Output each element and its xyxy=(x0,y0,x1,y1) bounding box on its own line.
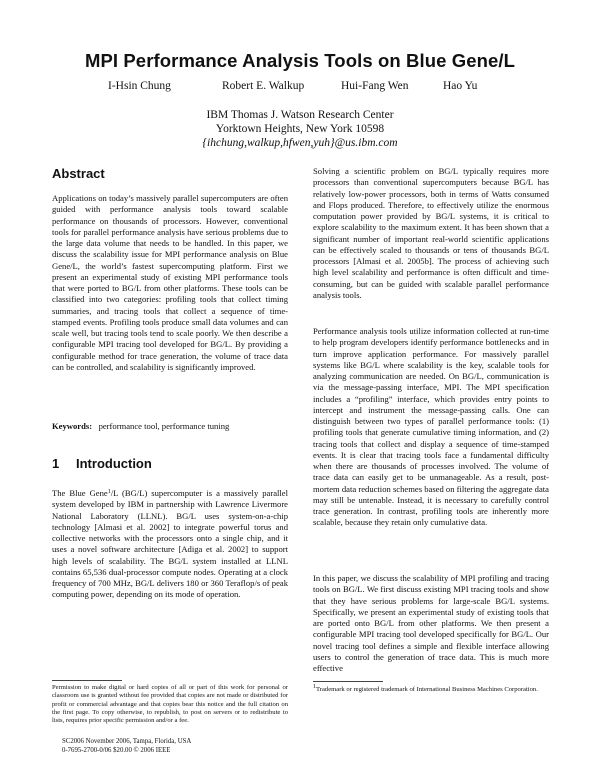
author-list xyxy=(0,80,600,96)
footnote-marker: 1 xyxy=(313,684,316,690)
abstract-text: Applications on today’s massively parallel supercomputers are often guided with performance analysis tools toward scalable performance on thousands of processors. However, conventional tools for parallel performance analysis have serious problems due to the large data volume that needs to be handled. In this paper, we discuss the scalability issue for MPI performance analysis on Blue Gene/L, the world’s fastest supercomputing platform. First we present an experimental study of existing MPI performance tools that were ported to BG/L from other platforms. These tools can be classified into two categories: profiling tools that collect timing summaries, and tracing tools that collect a sequence of time-stamped events. Profiling tools produce small data volumes and can scale well, but tracing tools tend to scale poorly. We then describe a configurable MPI tracing tool developed for BG/L. By providing a configurable method for trace generation, the volume of trace data can be controlled, and scalability is significantly improved. xyxy=(52,193,288,372)
paper-title: MPI Performance Analysis Tools on Blue Gene/L xyxy=(84,50,516,71)
author-name: Robert E. Walkup xyxy=(222,80,305,92)
affiliation-org: IBM Thomas J. Watson Research Center xyxy=(206,109,394,121)
affiliation-email: {ihchung,walkup,hfwen,yuh}@us.ibm.com xyxy=(202,137,398,149)
section-title: Introduction xyxy=(76,456,152,471)
isbn-copyright: 0-7695-2700-0/06 $20.00 © 2006 IEEE xyxy=(62,747,171,754)
footnote-rule xyxy=(313,681,383,682)
intro-text-rest: /L (BG/L) supercomputer is a massively parallel system developed by IBM in partnership with Lawrence Livermore National Laboratory (LLNL). BG/L uses system-on-a-chip technology [Almasi et al. 2002] to integrate powerful torus and collective networks with the processors onto a single chip, and it uses a novel software architecture [Adiga et al. 2002] to support high levels of scalability. The BG/L system installed at LLNL contains 65,536 dual-processor compute nodes. Operating at a clock frequency of 700 MHz, BG/L delivers 180 or 360 Teraflop/s of peak computing power, depending on its mode of operation. xyxy=(52,488,288,600)
conference-info xyxy=(62,737,292,755)
author-name: Hao Yu xyxy=(443,80,478,92)
trademark-text: Trademark or registered trademark of International Business Machines Corporation. xyxy=(316,686,538,693)
trademark-footnote xyxy=(313,686,549,694)
body-paragraph: Solving a scientific problem on BG/L typically requires more processors than conventional supercomputers because BG/L has relatively low-power processors, both in terms of Watts consumed and Flops produced. Therefore, to effectively utilize the enormous computation power provided by BG/L systems, it is critical to explore scalability to the maximum extent. It has been shown that a significant number of important real-world scientific applications can be effectively scaled to thousands or tens of thousands BG/L processors [Almasi et al. 2005b]. The process of achieving such high level scalability and performance is often difficult and time-consuming, but can be guided with scalable parallel performance analysis tools. xyxy=(313,166,549,300)
intro-paragraph xyxy=(52,488,288,601)
affiliation-address: Yorktown Heights, New York 10598 xyxy=(215,123,385,135)
body-paragraph: Performance analysis tools utilize information collected at run-time to help program developers identify performance bottlenecks and in turn improve application performance. For massively parallel systems like BG/L where scalability is the key, scalable tools for analyzing communication are needed. On BG/L, communication is via the message-passing interface, MPI. The MPI specification includes a “profiling” interface, which provides entry points to intercept and instrument the message-passing calls. One can distinguish between two types of parallel performance tools: (1) profiling tools that generate cumulative timing information, and (2) tracing tools that collect and display a sequence of time-stamped events. It is clear that tracing tools face a fundamental difficulty when there are thousands of processes involved. The volume of trace data can easily get to be unmanageable. As a result, post-mortem data reduction schemes based on filtering the aggregate data may still be untenable. Instead, it is necessary to carefully control trace generation. In contrast, profiling tools are inherently more scalable, because they retain only cumulative data. xyxy=(313,326,549,528)
conference-name: SC2006 November 2006, Tampa, Florida, USA xyxy=(62,738,192,745)
intro-body xyxy=(52,488,288,601)
abstract-heading: Abstract xyxy=(52,166,105,181)
section-number: 1 xyxy=(52,456,60,471)
keywords-text: performance tool, performance tuning xyxy=(98,421,230,431)
section-heading-introduction xyxy=(52,456,152,471)
keywords-label: Keywords: xyxy=(52,421,93,431)
author-name: I-Hsin Chung xyxy=(108,80,171,92)
footnote-rule xyxy=(52,680,122,681)
keywords xyxy=(52,421,288,432)
intro-text-start: The Blue Gene xyxy=(52,488,108,498)
body-paragraph: In this paper, we discuss the scalability of MPI profiling and tracing tools on BG/L. We first discuss existing MPI tracing tools and show that they have serious problems for large-scale BG/L systems. Specifically, we present an experimental study of existing tools that are ported onto BG/L from other platforms. We then present a configurable MPI tracing tool developed specifically for BG/L. Our novel tracing tool defines a simple and flexible interface allowing users to control the generation of trace data. This is much more effective xyxy=(313,573,549,673)
author-name: Hui-Fang Wen xyxy=(341,80,409,92)
permission-notice: Permission to make digital or hard copies of all or part of this work for personal or classroom use is granted without fee provided that copies are not made or distributed for profit or commercial advantage and that copies bear this notice and the full citation on the first page. To copy otherwise, to republish, to post on servers or to redistribute to lists, requires prior specific permission and/or a fee. xyxy=(52,684,288,725)
abstract-body xyxy=(52,193,288,373)
footnote-marker: 1 xyxy=(107,489,111,495)
